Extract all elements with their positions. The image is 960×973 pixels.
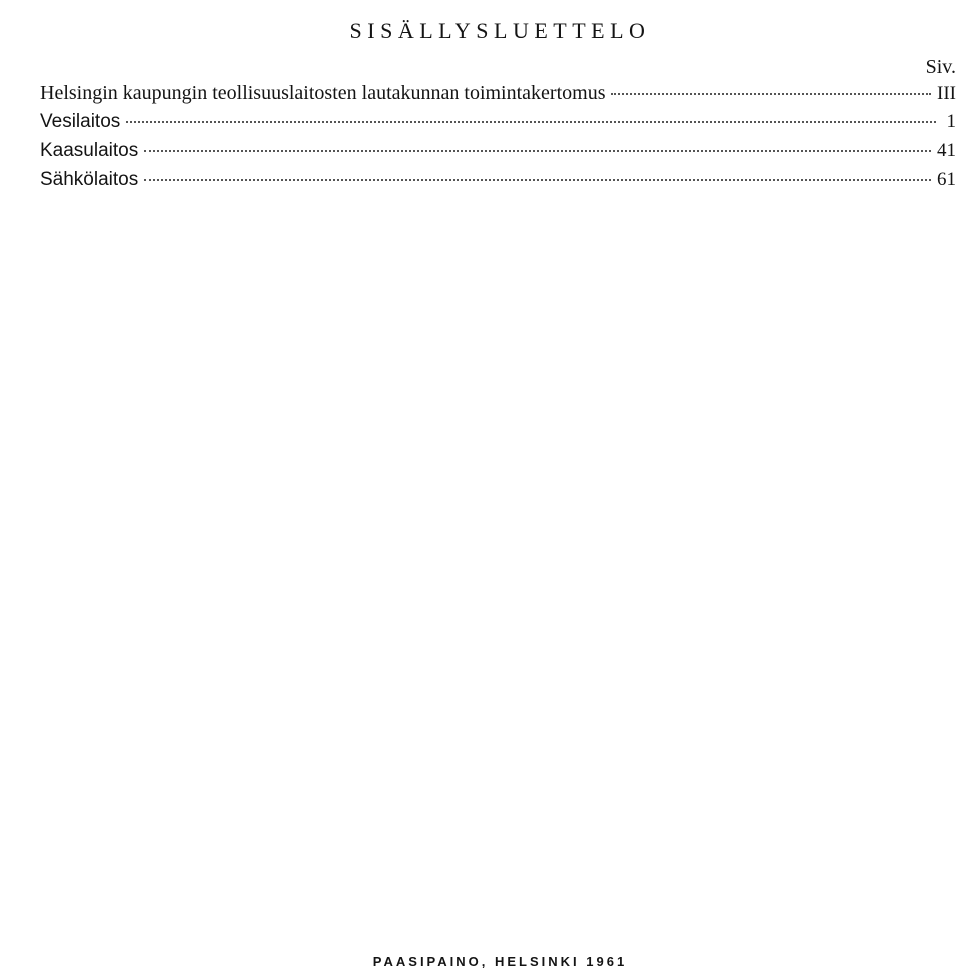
dot-leader bbox=[126, 121, 936, 123]
dot-leader bbox=[144, 150, 931, 152]
toc-entry-vesilaitos[interactable] bbox=[40, 111, 956, 140]
toc-entry-sahkolaitos[interactable] bbox=[40, 169, 956, 198]
toc-entry-title: Helsingin kaupungin teollisuuslaitosten lautakunnan toimintakertomus bbox=[40, 82, 606, 104]
table-of-contents bbox=[40, 82, 956, 198]
toc-entry-page: 1 bbox=[946, 111, 956, 132]
page-title: SISÄLLYSLUETTELO bbox=[349, 18, 651, 43]
page-number-column-label: Siv. bbox=[925, 56, 956, 78]
toc-entry-page: 41 bbox=[937, 140, 956, 161]
toc-entry-annual-report[interactable] bbox=[40, 82, 956, 111]
dot-leader bbox=[611, 93, 931, 95]
toc-entry-page: 61 bbox=[937, 169, 956, 190]
printer-colophon: PAASIPAINO, HELSINKI 1961 bbox=[372, 954, 628, 969]
dot-leader bbox=[144, 179, 931, 181]
toc-entry-title: Vesilaitos bbox=[40, 111, 121, 132]
toc-entry-title: Sähkölaitos bbox=[40, 169, 139, 190]
toc-entry-kaasulaitos[interactable] bbox=[40, 140, 956, 169]
toc-entry-title: Kaasulaitos bbox=[40, 140, 139, 161]
toc-entry-page: III bbox=[937, 83, 956, 104]
